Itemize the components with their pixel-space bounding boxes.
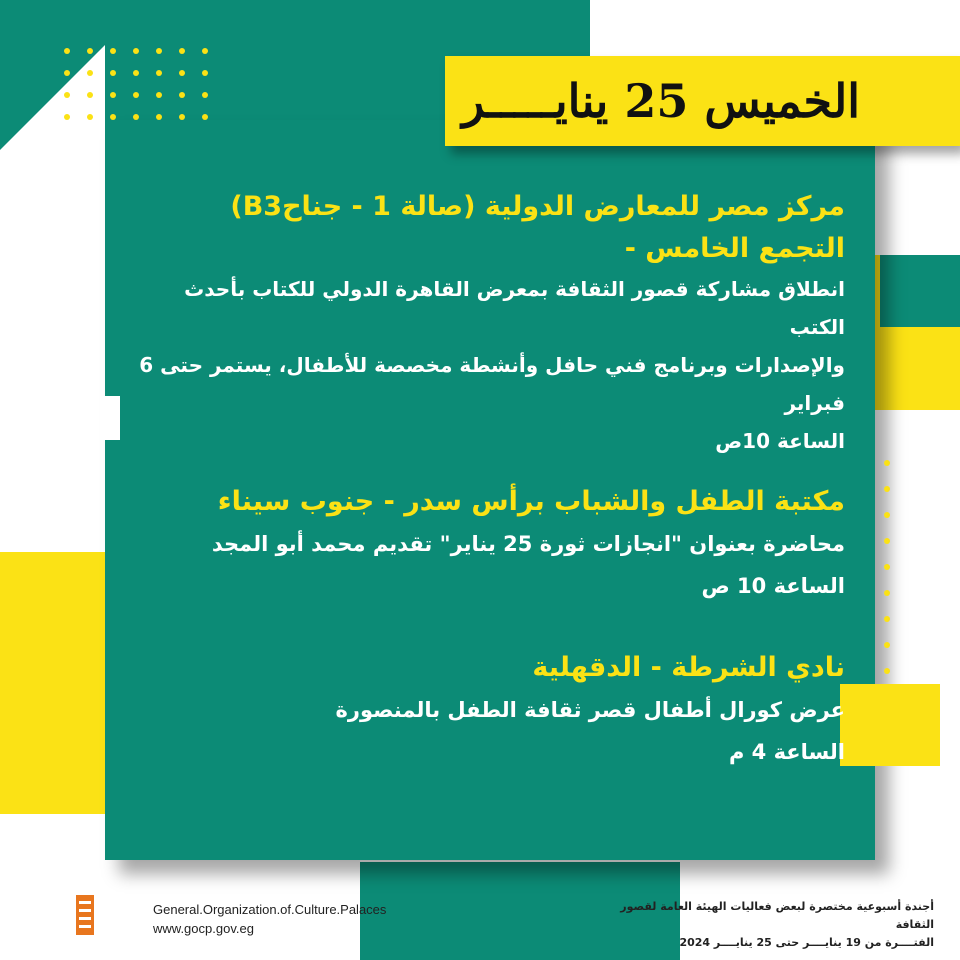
event-1 bbox=[130, 186, 845, 460]
footer-agenda-title: أجندة أسبوعية مختصرة لبعض فعاليات الهيئة العامة لقصور الثقافة bbox=[620, 900, 934, 931]
event-description: محاضرة بعنوان "انجازات ثورة 25 يناير" تقديم محمد أبو المجد bbox=[211, 532, 845, 556]
date-title: الخميس 25 ينايـــــر bbox=[462, 74, 860, 128]
decorative-dot-column bbox=[884, 460, 890, 674]
event-description: انطلاق مشاركة قصور الثقافة بمعرض القاهرة الدولي للكتاب بأحدث الكتب bbox=[184, 277, 845, 339]
event-time: الساعة 10ص bbox=[715, 429, 845, 453]
event-description: عرض كورال أطفال قصر ثقافة الطفل بالمنصورة bbox=[335, 698, 845, 722]
footer-agenda-info bbox=[594, 898, 934, 952]
decorative-dot-grid bbox=[64, 48, 208, 120]
event-time: الساعة 10 ص bbox=[701, 574, 845, 598]
date-banner bbox=[445, 56, 960, 146]
background-teal-tab-right bbox=[880, 255, 960, 327]
footer-website: www.gocp.gov.eg bbox=[153, 921, 254, 936]
background-yellow-accent-bottom bbox=[840, 684, 940, 766]
panel-white-notch bbox=[100, 396, 120, 440]
event-description: فبراير bbox=[784, 391, 845, 415]
event-description: والإصدارات وبرنامج فني حافل وأنشطة مخصصة للأطفال، يستمر حتى 6 bbox=[139, 353, 845, 377]
event-venue: التجمع الخامس - bbox=[624, 233, 845, 264]
event-time: الساعة 4 م bbox=[728, 740, 845, 764]
event-3 bbox=[130, 647, 845, 773]
event-venue: نادي الشرطة - الدقهلية bbox=[532, 652, 845, 683]
footer-agenda-period: الفتــــرة من 19 ينايــــر حتى 25 ينايــــر 2024 bbox=[679, 936, 934, 949]
gocp-logo-icon bbox=[76, 895, 94, 935]
event-venue: مركز مصر للمعارض الدولية (صالة 1 - جناحB3) bbox=[230, 191, 845, 222]
event-venue: مكتبة الطفل والشباب برأس سدر - جنوب سيناء bbox=[217, 486, 845, 517]
event-2 bbox=[130, 481, 845, 607]
footer-organization-name: General.Organization.of.Culture.Palaces bbox=[153, 902, 387, 917]
